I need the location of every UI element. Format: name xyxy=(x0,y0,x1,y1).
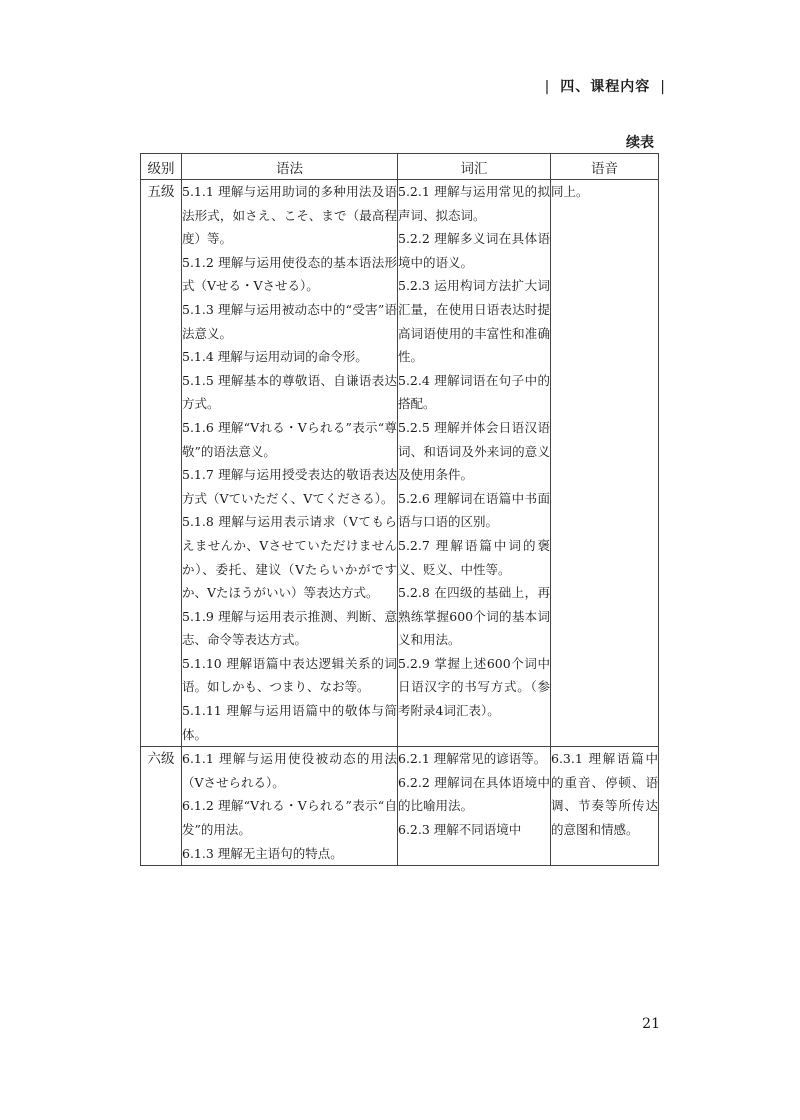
vocabulary-item: 6.2.1 理解常见的谚语等。 xyxy=(398,751,547,767)
grammar-item: 5.1.8 理解与运用表示请求（Vてもらえませんか、Vさせていただけませんか）、委托、建议（Vたらいかがですか、Vたほうがいい）等表达方式。 xyxy=(182,514,397,601)
grammar-item: 5.1.4 理解与运用动词的命令形。 xyxy=(182,349,368,365)
vocabulary-item: 5.2.2 理解多义词在具体语境中的语义。 xyxy=(398,231,550,270)
section-title: 四、课程内容 xyxy=(560,79,651,95)
grammar-item: 5.1.3 理解与运用被动态中的“受害”语法意义。 xyxy=(182,301,397,341)
continued-label: 续表 xyxy=(626,135,654,151)
header-bar-left: | xyxy=(544,79,551,95)
vocabulary-item: 5.2.1 理解与运用常见的拟声词、拟态词。 xyxy=(398,184,550,223)
vocabulary-item: 5.2.8 在四级的基础上，再熟练掌握600个词的基本词义和用法。 xyxy=(398,585,550,648)
running-header xyxy=(535,76,676,96)
vocabulary-item: 5.2.7 理解语篇中词的褒义、贬义、中性等。 xyxy=(398,537,550,577)
pronunciation-item: 6.3.1 理解语篇中的重音、停顿、语调、节奏等所传达的意图和情感。 xyxy=(551,751,658,838)
level-cell: 六级 xyxy=(141,747,182,866)
pronunciation-cell xyxy=(551,180,659,747)
grammar-item: 5.1.7 理解与运用授受表达的敬语表达方式（Vていただく、Vてくださる）。 xyxy=(182,467,397,506)
grammar-item: 6.1.3 理解无主语句的特点。 xyxy=(182,845,343,861)
grammar-item: 5.1.5 理解基本的尊敬语、自谦语表达方式。 xyxy=(182,372,397,412)
vocabulary-item: 5.2.3 运用构词方法扩大词汇量，在使用日语表达时提高词语使用的丰富性和准确性。 xyxy=(398,278,550,365)
grammar-item: 5.1.2 理解与运用使役态的基本语法形式（Vせる・Vさせる）。 xyxy=(182,254,397,294)
vocabulary-item: 6.2.3 理解不同语境中 xyxy=(398,822,522,838)
vocabulary-cell xyxy=(398,747,551,866)
pronunciation-cell xyxy=(551,747,659,866)
grammar-item: 5.1.10 理解语篇中表达逻辑关系的词语。如しかも、つまり、なお等。 xyxy=(182,655,397,695)
grammar-cell xyxy=(182,180,398,747)
column-header-level: 级别 xyxy=(141,154,182,180)
vocabulary-item: 6.2.2 理解词在具体语境中的比喻用法。 xyxy=(398,774,550,814)
vocabulary-cell xyxy=(398,180,551,747)
vocabulary-item: 5.2.5 理解并体会日语汉语词、和语词及外来词的意义及使用条件。 xyxy=(398,419,550,483)
pronunciation-item: 同上。 xyxy=(551,184,589,199)
table-row-level-6 xyxy=(141,747,659,866)
grammar-cell xyxy=(182,747,398,866)
column-header-grammar: 语法 xyxy=(182,154,398,180)
page-number: 21 xyxy=(642,1016,660,1032)
grammar-item: 5.1.9 理解与运用表示推测、判断、意志、命令等表达方式。 xyxy=(182,608,397,648)
grammar-item: 5.1.1 理解与运用助词的多种用法及语法形式，如さえ、こそ、まで（最高程度）等。 xyxy=(182,184,397,247)
table-row-level-5 xyxy=(141,180,659,747)
curriculum-table xyxy=(140,153,659,866)
grammar-item: 6.1.1 理解与运用使役被动态的用法（Vさせられる）。 xyxy=(182,751,397,790)
vocabulary-item: 5.2.6 理解词在语篇中书面语与口语的区别。 xyxy=(398,490,550,530)
grammar-item: 6.1.2 理解“Vれる・Vられる”表示“自发”的用法。 xyxy=(182,798,397,838)
header-bar-right: | xyxy=(660,79,666,95)
grammar-item: 5.1.11 理解与运用语篇中的敬体与简体。 xyxy=(182,703,397,742)
column-header-vocabulary: 词汇 xyxy=(398,154,551,180)
vocabulary-item: 5.2.4 理解词语在句子中的搭配。 xyxy=(398,372,550,412)
vocabulary-item: 5.2.9 掌握上述600个词中日语汉字的书写方式。（参考附录4词汇表）。 xyxy=(398,655,550,719)
table-header-row xyxy=(141,154,659,180)
level-cell: 五级 xyxy=(141,180,182,747)
grammar-item: 5.1.6 理解“Vれる・Vられる”表示“尊敬”的语法意义。 xyxy=(182,419,397,459)
column-header-pronunciation: 语音 xyxy=(551,154,659,180)
